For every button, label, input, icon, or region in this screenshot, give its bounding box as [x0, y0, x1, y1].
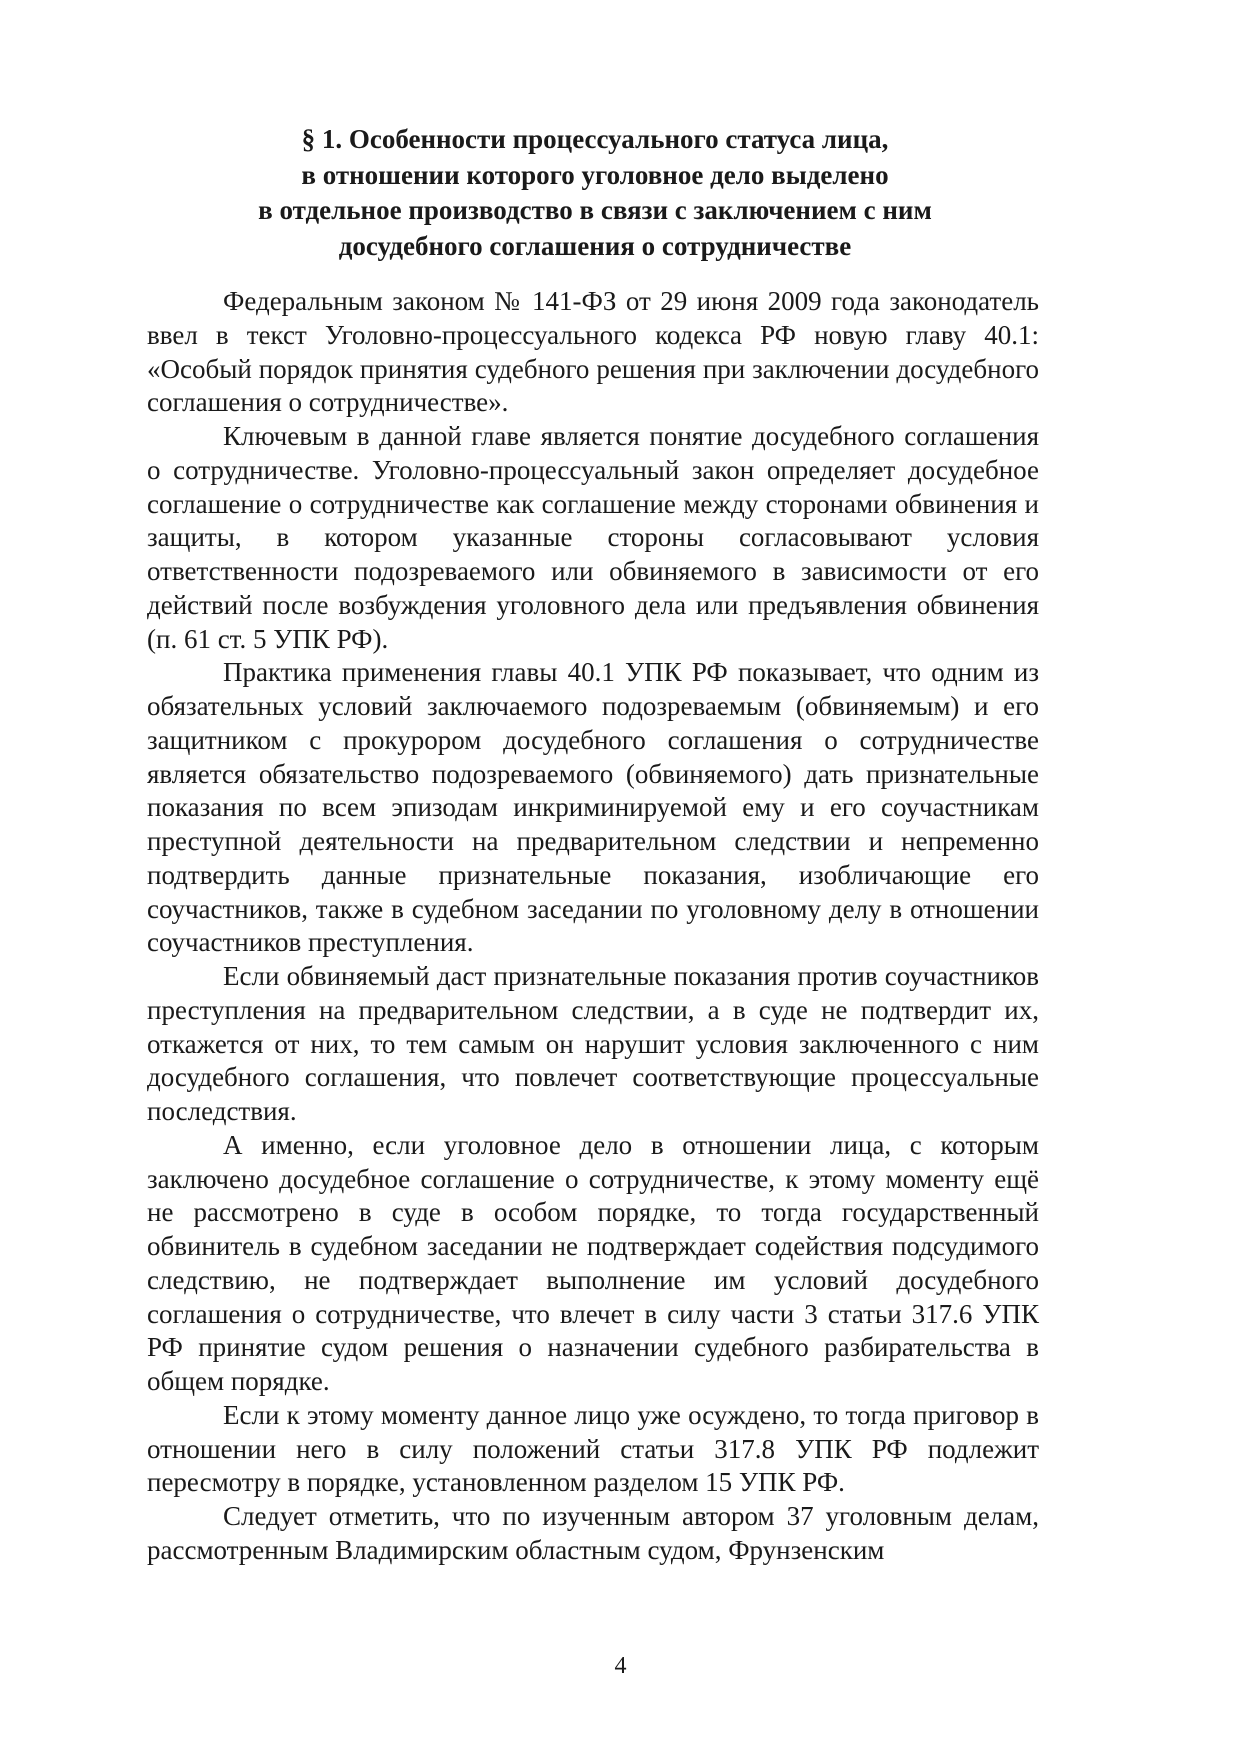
heading-line: § 1. Особенности процессуального статуса лица, — [301, 124, 889, 154]
heading-line: в отношении которого уголовное дело выделено — [301, 159, 889, 190]
paragraph: Ключевым в данной главе является понятие досудебного соглашения о сотрудничестве. Уголовно-процессуальный закон определяет досудебное соглашение о сотрудничестве как соглашение между сторонами обвинения и защиты, в котором указанные стороны согласовывают условия ответственности подозреваемого или обвиняемого в зависимости от его действий после возбуждения уголовного дела или предъявления обвинения (п. 61 ст. 5 УПК РФ). — [147, 421, 1039, 654]
heading-line: досудебного соглашения о сотрудничестве — [338, 230, 852, 261]
page-number: 4 — [614, 1653, 627, 1679]
paragraph: Следует отметить, что по изученным автором 37 уголовным делам, рассмотренным Владимирским областным судом, Фрунзенским — [147, 1501, 1039, 1565]
paragraph: А именно, если уголовное дело в отношении лица, с которым заключено досудебное соглашение о сотрудничестве, к этому моменту ещё не рассмотрено в суде в особом порядке, то тогда государственный обвинитель в судебном заседании не подтверждает содействия подсудимого следствию, не подтверждает выполнение им условий досудебного соглашения о сотрудничестве, что влечет в силу части 3 статьи 317.6 УПК РФ принятие судом решения о назначении судебного разбирательства в общем порядке. — [147, 1129, 1039, 1396]
paragraph: Если обвиняемый даст признательные показания против соучастников преступления на предварительном следствии, а в суде не подтвердит их, откажется от них, то тем самым он нарушит условия заключенного с ним досудебного соглашения, что повлечет соответствующие процессуальные последствия. — [147, 961, 1039, 1126]
heading-line: в отдельное производство в связи с заключением с ним — [258, 195, 932, 225]
paragraph: Практика применения главы 40.1 УПК РФ показывает, что одним из обязательных условий заключаемого подозреваемым (обвиняемым) и его защитником с прокурором досудебного соглашения о сотрудничестве является обязательство подозреваемого (обвиняемого) дать признательные показания по всем эпизодам инкриминируемой ему и его соучастникам преступной деятельности на предварительном следствии и непременно подтвердить данные признательные показания, изобличающие его соучастников, также в судебном заседании по уголовному делу в отношении соучастников преступления. — [147, 657, 1039, 958]
section-heading — [150, 122, 1040, 264]
paragraph: Федеральным законом № 141-ФЗ от 29 июня 2009 года законодатель ввел в текст Уголовно-процессуального кодекса РФ новую главу 40.1: «Особый порядок принятия судебного решения при заключении досудебного соглашения о сотрудничестве». — [147, 286, 1039, 418]
paragraph: Если к этому моменту данное лицо уже осуждено, то тогда приговор в отношении него в силу положений статьи 317.8 УПК РФ подлежит пересмотру в порядке, установленном разделом 15 УПК РФ. — [147, 1399, 1039, 1498]
body-text — [147, 285, 1039, 1568]
